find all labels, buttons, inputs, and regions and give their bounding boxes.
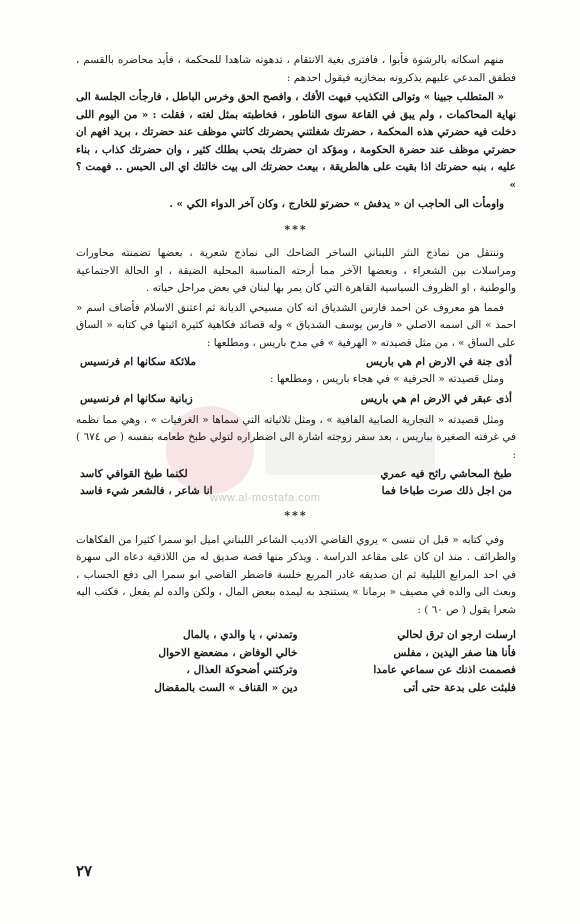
poem-verse-block: [76, 466, 516, 500]
poem-line: وتركتني أضحوكة العذال ،: [186, 664, 298, 676]
verse-line: [76, 466, 516, 483]
verse-second-hemistich: زبانية سكانها ام فرنسيس: [80, 392, 193, 405]
poem-column-left: [76, 627, 298, 697]
verse-second-hemistich: ملائكة سكانها ام فرنسيس: [80, 356, 197, 368]
verse-first-hemistich: أذى جنة في الارض ام هي باريس: [366, 356, 512, 368]
verse-first-hemistich: طبخ المحاشي راثح فيه عمري: [380, 468, 512, 480]
paragraph: منهم اسكاته بالرشوة فأبوا ، فافترى بغية الانتقام ، تدهوته شاهدا للمحكمة ، فأيد محاضره بالقسم ، فطفق المدعي عليهم يذكرونه بمخازيه فيقول احدهم :: [76, 54, 516, 84]
poem-two-columns: [76, 627, 516, 697]
watermark-text: www.al-mostafa.com: [210, 492, 321, 504]
paragraph: ومثل قصيدته « الحرفية » في هجاء باريس ، ومطلعها :: [270, 373, 504, 385]
poem-line: فلبثت على بدعة حتى أتى: [403, 681, 516, 694]
verse-line: [76, 391, 516, 408]
paragraph: واومأت الى الحاجب ان « يدفش » حضرتو للخارج ، وكان آخر الدواء الكي » .: [169, 198, 504, 210]
page-body: [76, 52, 516, 697]
poem-line: فأنا هنا صفر اليدين ، مفلس: [393, 646, 516, 659]
paragraph: وفي كتابه « قبل ان ننسى » يروي القاضي الاديب الشاعر اللبناني اميل ابو سمرا كثيرا من الفكاهات والطرائف . منذ ان كان على مقاعد الدراسة . ويذكر منها قصة صديق له من اللاذقية دعاه الى سهرة في احد المرابع الليلية ثم ان صديقه غادر المربع خلسة فاضطر القاضي ابو سمرا الى دفع الحساب ، وبعث الى والده في مصيف « برمانا » يستنجد به ليمده ببعض المال ، ولكن والده لم يفعل ، فكتب اليه شعرا يقول ( ص ٦٠ ) :: [76, 533, 516, 616]
poem-line: وتمدني ، يا والدي ، بالمال: [183, 629, 298, 641]
page-number: ٢٧: [76, 862, 93, 880]
section-separator: ***: [284, 509, 308, 522]
verse-first-hemistich: أذى عبقر في الارض ام هي باريس: [360, 392, 512, 405]
poem-line: دين « القناف » الست بالمقضال: [154, 681, 298, 694]
poem-column-right: [300, 627, 516, 697]
paragraph: ومثل قصيدته « التجارية الصابية الفافية » ، ومثل ثلاثياته التي سماها « الغرفيات » ، وهي مما نظمه في غرفته الصغيرة بباريس ، بعد سفر زوجته اشارة الى اضطراره لتولي طبخ طعامه بنفسه ( ص ٦٧٤ ) :: [76, 413, 517, 461]
paragraph: وننتقل من نماذج النثر اللبناني الساخر الضاحك الى نماذج شعرية ، بعضها تضمنته محاورات ومراسلات بين الشعراء ، وبعضها الآخر مما أرحته المناسبة المحلية الضيقة ، او الحالة الاجتماعية والوطنية ، او الظروف السياسية القاهرة التي كان يمر بها لبنان في بعض مراحل حياته .: [76, 247, 516, 294]
section-separator: ***: [284, 222, 308, 236]
poem-line: خالي الوفاض ، مضعضع الاحوال: [158, 646, 298, 659]
poem-line: فصممت اذنك عن سماعي عامدا: [373, 664, 516, 676]
paragraph: فمما هو معروف عن احمد فارس الشدياق انه كان مسيحي الديانة ثم اعتنق الاسلام فأضاف اسم « احمد » الى اسمه الاصلي « فارس يوسف الشدياق » وله قصائد فكاهية كثيرة اثبتها في كتابه « الساق على الساق » ، من مثل قصيدته « الهرفية » في مدح باريس ، ومطلعها :: [76, 301, 516, 349]
paragraph-dialogue: « المتطلب جبينا » وتوالى التكذيب فبهت الأفك ، وافصح الحق وخرس الباطل ، فارجأت الجلسة الى نهاية المحاكمات ، ولم يبق في القاعة سوى الناطور ، فخاطبته بمثل لغته ، فقلت : « من اليوم اللى دخلت فيه حضرتي هذه المحكمة ، حضرتك شغلتني بحضرتك كاتني موظف عند حضرتك ، بريد افهم ان حضرتي موظف عند حضرة الحكومة ، ومؤكد ان حضرتك بتحب بطلك كثير ، وان حضرتك كذاب ، بناء عليه ، بنبه حضرتك اذا بقيت على هالطريقة ، بيعث حضرتك الى بيت خالتك اي الى الحبس .. فهمت ؟ »: [76, 91, 516, 191]
verse-second-hemistich: لكنما طبخ القوافي كاسد: [80, 468, 188, 480]
verse-line: [76, 483, 516, 500]
poem-line: ارسلت ارجو ان ترق لحالي: [397, 629, 516, 641]
verse-first-hemistich: من اجل ذلك صرت طباخا فما: [381, 485, 512, 497]
verse-second-hemistich: انا شاعر ، فالشعر شيء فاسد: [80, 485, 213, 497]
verse-line: [76, 354, 516, 371]
poem-verse-block: [76, 354, 516, 408]
